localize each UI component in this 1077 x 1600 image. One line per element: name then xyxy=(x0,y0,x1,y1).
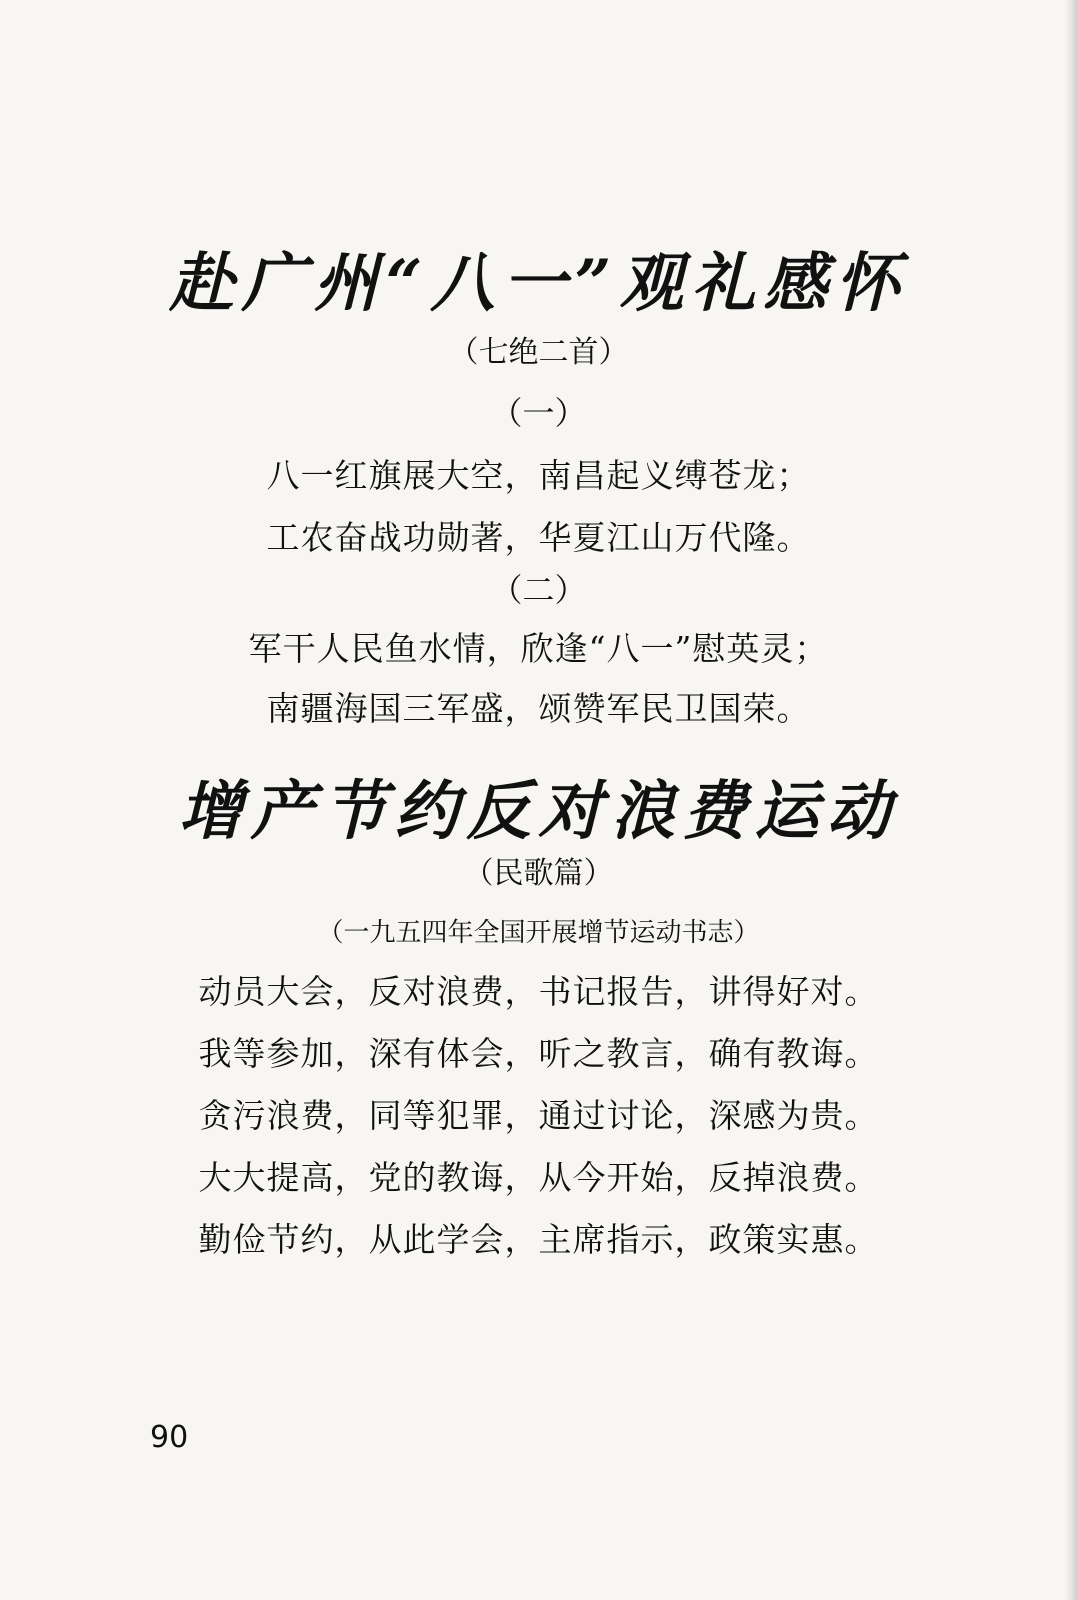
poem-subtitle-2: （民歌篇） xyxy=(463,856,614,891)
section-mark-1: （一） xyxy=(490,394,587,432)
verse-line: 贪污浪费，同等犯罪，通过讨论，深感为贵。 xyxy=(198,1096,879,1135)
verse-line: 南疆海国三军盛，颂赞军民卫国荣。 xyxy=(266,689,811,728)
verse-line: 大大提高，党的教诲，从今开始，反掉浪费。 xyxy=(198,1158,879,1197)
verse-line: 八一红旗展大空，南昌起义缚苍龙； xyxy=(266,456,811,495)
poem-note: （一九五四年全国开展增节运动书志） xyxy=(317,918,760,948)
verse-line: 工农奋战功勋著，华夏江山万代隆。 xyxy=(266,518,811,557)
verse-line: 动员大会，反对浪费，书记报告，讲得好对。 xyxy=(198,972,879,1011)
poem-title-1: 赴广州“八一”观礼感怀 xyxy=(169,246,908,321)
page-number: 90 xyxy=(150,1420,189,1455)
poem-subtitle-1: （七绝二首） xyxy=(448,335,629,370)
verse-line: 军干人民鱼水情，欣逢“八一”慰英灵； xyxy=(248,629,829,668)
verse-line: 我等参加，深有体会，听之教言，确有教诲。 xyxy=(198,1034,879,1073)
section-mark-2: （二） xyxy=(490,571,587,609)
verse-line: 勤俭节约，从此学会，主席指示，政策实惠。 xyxy=(198,1220,879,1259)
poem-title-2: 增产节约反对浪费运动 xyxy=(178,774,899,849)
